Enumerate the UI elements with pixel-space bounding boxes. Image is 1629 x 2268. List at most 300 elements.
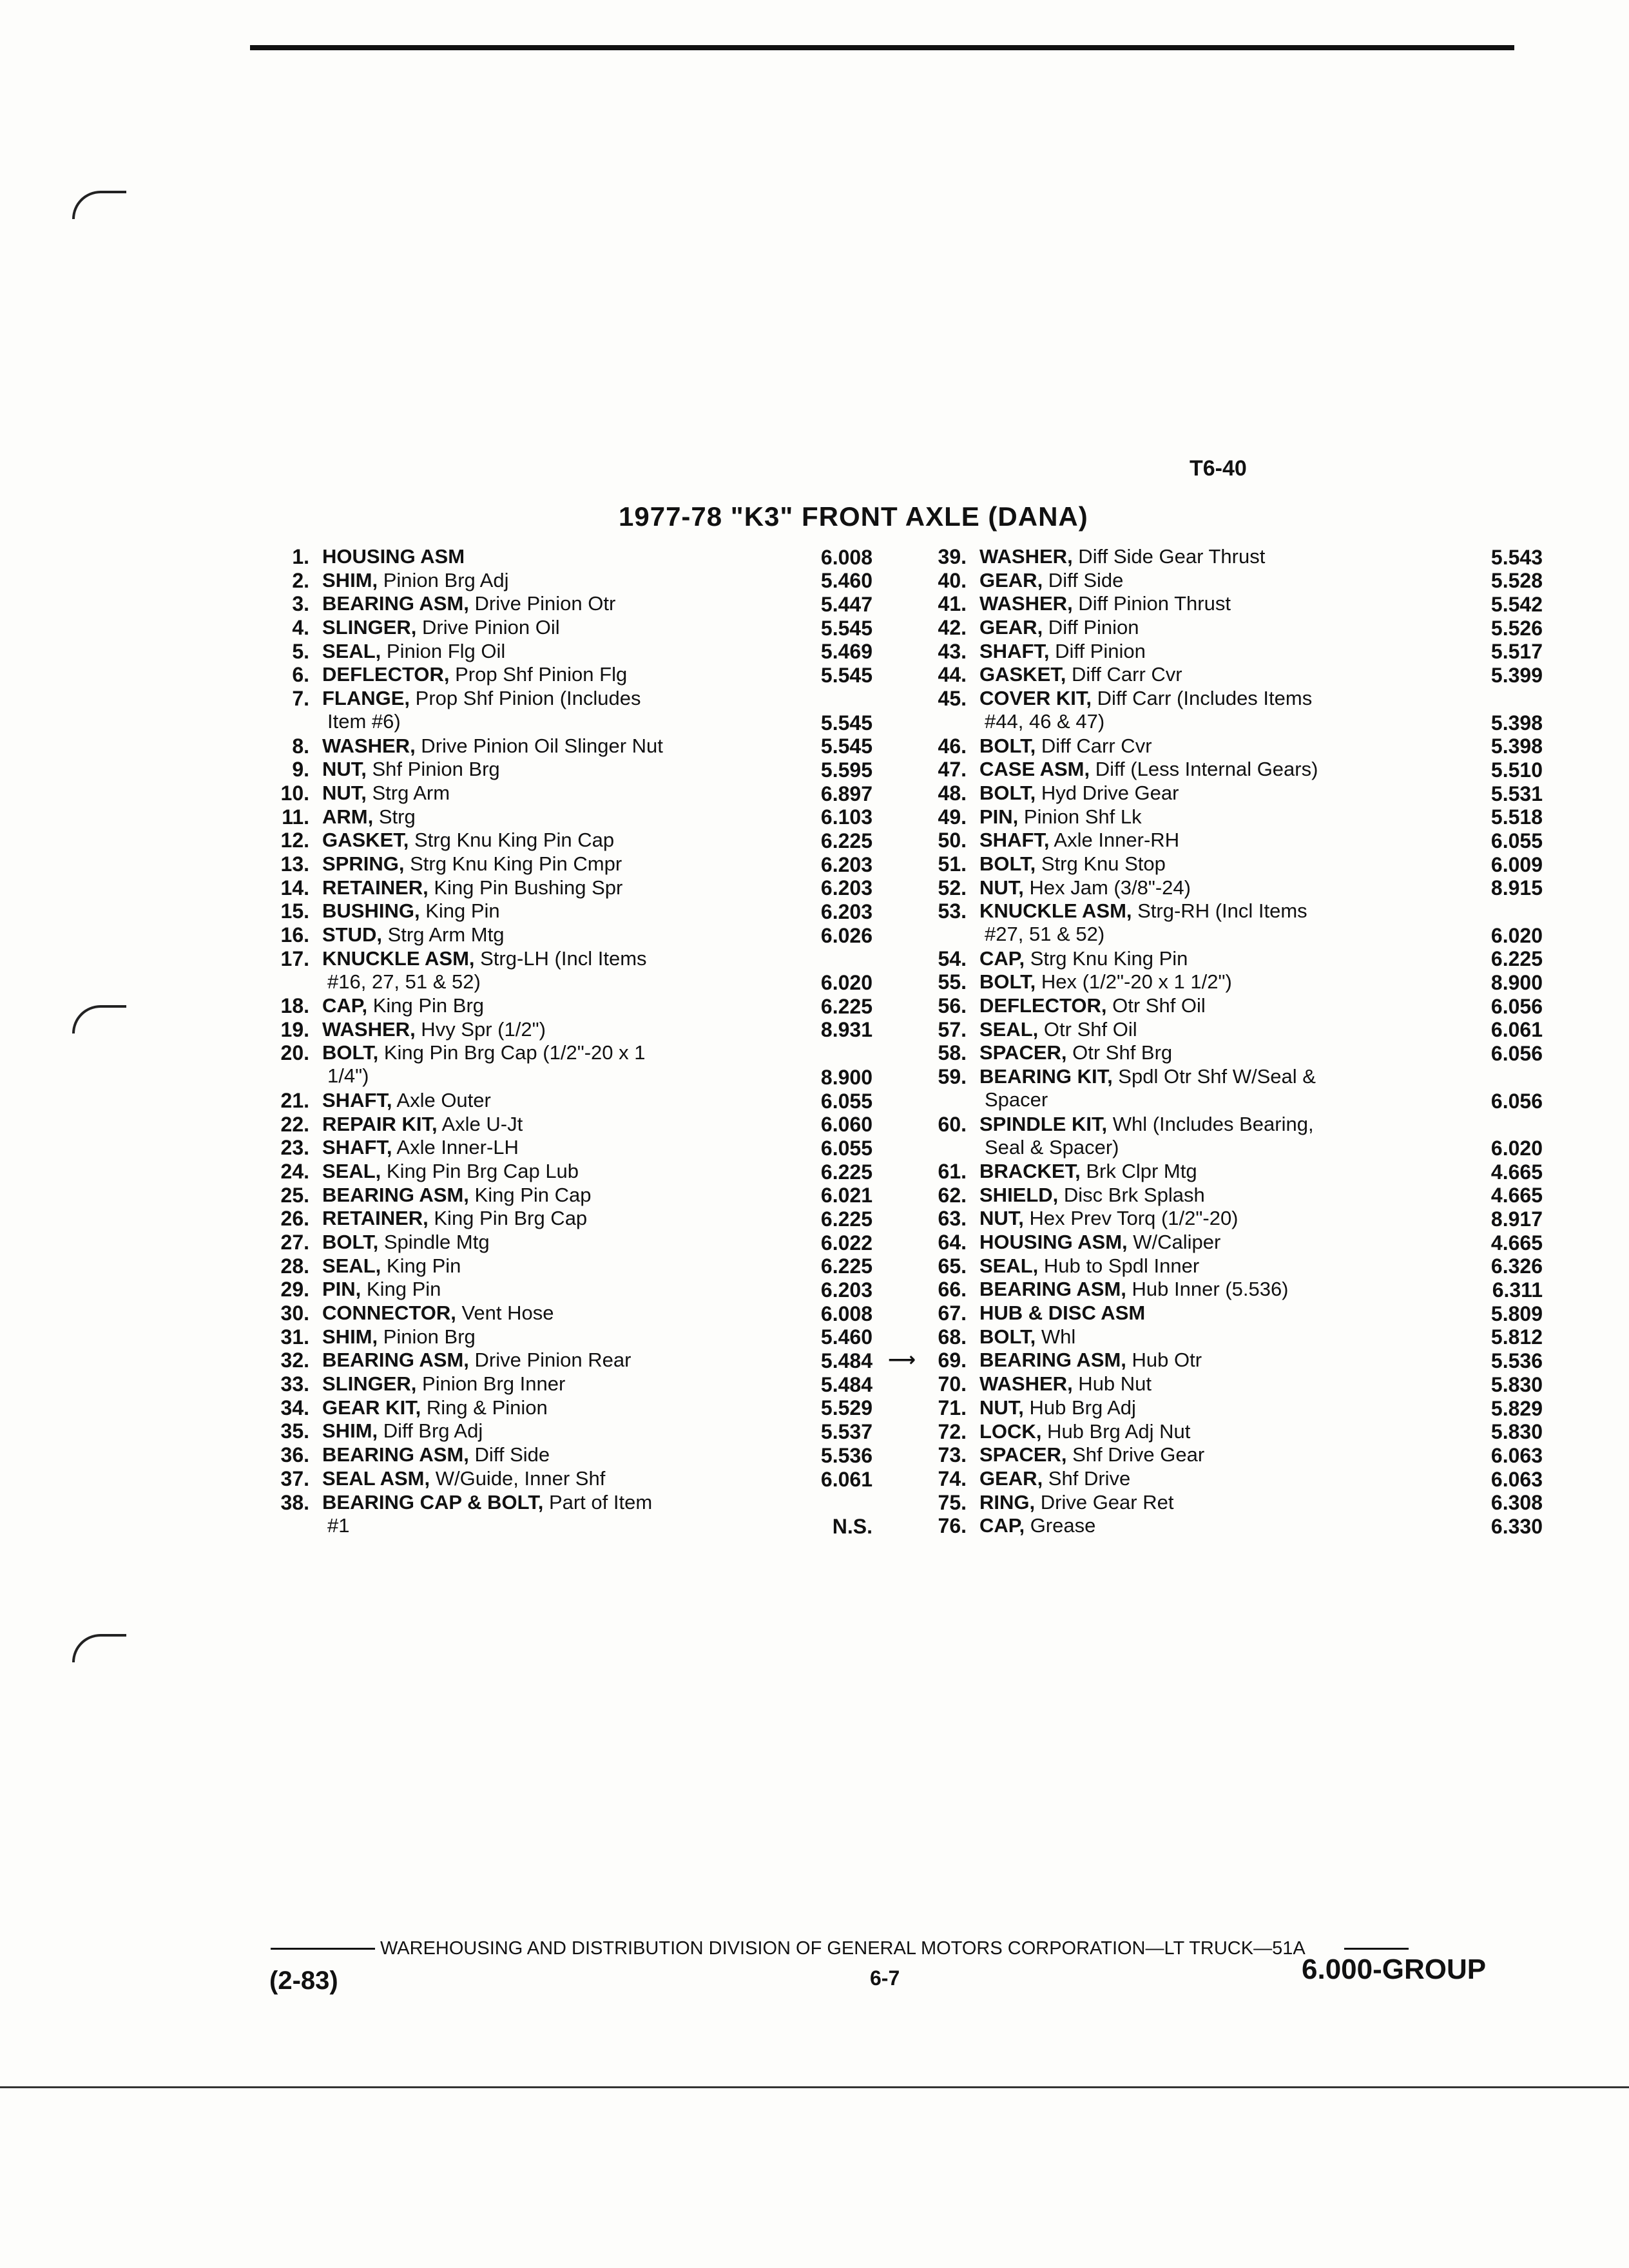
group-code: 5.536 xyxy=(1490,1349,1543,1373)
part-row xyxy=(251,1302,872,1325)
part-detail: King Pin Brg Cap Lub xyxy=(381,1159,579,1182)
part-description xyxy=(979,640,1431,663)
part-description xyxy=(979,663,1431,686)
part-name: SHIM, xyxy=(322,1419,378,1443)
part-name: WASHER, xyxy=(322,734,416,757)
group-code: 6.897 xyxy=(820,782,872,805)
part-detail: Brk Clpr Mtg xyxy=(1080,1159,1197,1182)
group-code: 5.484 xyxy=(820,1349,872,1373)
group-code: 5.595 xyxy=(820,758,872,782)
part-row xyxy=(251,899,872,923)
part-detail: Hub Nut xyxy=(1072,1372,1152,1396)
part-name: BEARING KIT, xyxy=(979,1065,1113,1088)
part-row xyxy=(909,1065,1543,1112)
part-name: BRACKET, xyxy=(979,1159,1081,1182)
part-name: DEFLECTOR, xyxy=(979,994,1107,1017)
part-detail: Hex Jam (3/8"-24) xyxy=(1023,876,1191,899)
part-detail: Prop Shf Pinion Flg xyxy=(449,663,628,686)
part-row xyxy=(251,1018,872,1042)
part-description xyxy=(979,1325,1431,1349)
group-code: 6.330 xyxy=(1490,1514,1543,1538)
group-code: 6.055 xyxy=(820,1089,872,1113)
part-detail: Shf Pinion Brg xyxy=(366,758,500,781)
group-code: 6.311 xyxy=(1492,1278,1543,1302)
group-code: 5.399 xyxy=(1490,664,1543,687)
part-description xyxy=(322,640,760,663)
part-detail: Hex (1/2"-20 x 1 1/2") xyxy=(1036,970,1232,994)
part-row xyxy=(909,663,1543,687)
part-detail: Shf Drive Gear xyxy=(1066,1443,1205,1466)
group-code: 5.830 xyxy=(1490,1372,1543,1396)
item-number: 63. xyxy=(938,1207,967,1231)
part-description xyxy=(322,923,760,947)
part-description xyxy=(322,1443,760,1466)
item-number: 57. xyxy=(938,1017,967,1041)
part-detail: King Pin xyxy=(361,1278,441,1301)
part-name: CONNECTOR, xyxy=(322,1302,456,1325)
part-description xyxy=(322,616,760,639)
part-name: BOLT, xyxy=(979,734,1036,757)
part-detail: Otr Shf Oil xyxy=(1106,994,1206,1017)
binder-hole-mark xyxy=(72,191,126,219)
part-detail: Pinion Brg Inner xyxy=(416,1372,566,1396)
part-row xyxy=(909,1420,1543,1444)
item-number: 12. xyxy=(280,829,309,852)
part-detail: King Pin xyxy=(381,1254,461,1277)
part-detail: Disc Brk Splash xyxy=(1058,1183,1205,1206)
footer-dash xyxy=(271,1948,375,1950)
group-code: 6.009 xyxy=(1490,852,1543,876)
part-row xyxy=(909,852,1543,876)
part-detail: Strg Arm xyxy=(366,781,450,804)
part-name: BUSHING, xyxy=(322,899,420,923)
part-detail: Drive Pinion Rear xyxy=(468,1349,631,1372)
part-name: BEARING ASM, xyxy=(322,1349,469,1372)
part-detail: Otr Shf Oil xyxy=(1038,1017,1137,1041)
part-description xyxy=(322,592,760,615)
binder-hole-mark xyxy=(72,1634,126,1662)
part-detail: Strg Knu King Pin Cap xyxy=(409,829,615,852)
part-row xyxy=(251,1467,872,1491)
footer-dash xyxy=(1344,1948,1409,1950)
group-code: 5.526 xyxy=(1490,616,1543,640)
item-number: 53. xyxy=(938,899,967,923)
group-code: 6.203 xyxy=(820,876,872,900)
part-row xyxy=(909,1278,1543,1302)
group-code: 5.460 xyxy=(820,1325,872,1349)
item-number: 54. xyxy=(938,947,967,970)
group-code: 6.203 xyxy=(820,852,872,876)
group-code: 5.545 xyxy=(820,664,872,687)
part-row xyxy=(251,1278,872,1302)
part-row xyxy=(251,1089,872,1113)
item-number: 41. xyxy=(938,592,967,616)
part-detail: Vent Hose xyxy=(456,1302,554,1325)
item-number: 28. xyxy=(280,1254,309,1278)
group-code: 6.061 xyxy=(1490,1018,1543,1042)
part-row xyxy=(909,1018,1543,1042)
part-row xyxy=(251,852,872,876)
part-name: BOLT, xyxy=(979,781,1036,804)
item-number: 36. xyxy=(280,1443,309,1467)
item-number: 58. xyxy=(938,1041,967,1065)
part-detail: W/Guide, Inner Shf xyxy=(430,1466,606,1490)
bottom-rule xyxy=(0,2086,1629,2088)
part-row xyxy=(909,1443,1543,1467)
part-description xyxy=(322,663,760,686)
part-detail: Pinion Brg xyxy=(378,1325,476,1348)
part-detail: Hvy Spr (1/2") xyxy=(415,1017,546,1041)
part-name: BOLT, xyxy=(979,852,1036,875)
part-row xyxy=(251,687,872,734)
part-row xyxy=(909,569,1543,593)
item-number: 70. xyxy=(938,1372,967,1396)
group-code: 6.225 xyxy=(1490,947,1543,971)
part-detail: Spdl Otr Shf W/Seal & xyxy=(1112,1065,1316,1088)
part-name: BEARING ASM, xyxy=(322,1183,469,1206)
item-number: 64. xyxy=(938,1231,967,1254)
part-name: NUT, xyxy=(979,1207,1024,1230)
item-number: 15. xyxy=(280,899,309,923)
item-number: 1. xyxy=(292,545,309,568)
part-name: SEAL, xyxy=(979,1254,1039,1277)
part-name: RETAINER, xyxy=(322,1207,429,1230)
part-description xyxy=(979,782,1431,805)
part-name: SEAL, xyxy=(979,1017,1039,1041)
part-description xyxy=(979,1372,1431,1396)
item-number: 69. xyxy=(938,1349,967,1372)
part-description xyxy=(979,1184,1431,1207)
item-number: 5. xyxy=(292,639,309,663)
group-code: 5.545 xyxy=(820,616,872,640)
group-code: 5.531 xyxy=(1490,782,1543,805)
item-number: 67. xyxy=(938,1302,967,1325)
part-detail: Ring & Pinion xyxy=(421,1396,548,1419)
part-name: CAP, xyxy=(979,1514,1025,1537)
part-description xyxy=(979,569,1431,592)
pointer-arrow-icon: ⟶ xyxy=(888,1349,916,1370)
group-code: 5.545 xyxy=(820,735,872,758)
part-description xyxy=(322,1372,760,1396)
item-number: 18. xyxy=(280,994,309,1018)
binder-hole-mark xyxy=(72,1005,126,1033)
part-detail: Axle Inner-RH xyxy=(1049,829,1180,852)
part-description xyxy=(322,1349,760,1372)
part-detail-cont: Seal & Spacer) xyxy=(985,1135,1119,1158)
part-description xyxy=(322,1041,760,1088)
part-name: BOLT, xyxy=(979,1325,1036,1348)
group-code: 5.484 xyxy=(820,1372,872,1396)
part-name: NUT, xyxy=(979,1396,1024,1419)
part-description xyxy=(322,782,760,805)
part-description xyxy=(979,616,1431,639)
part-row xyxy=(251,1491,872,1538)
part-detail: Pinion Brg Adj xyxy=(378,568,509,591)
part-row xyxy=(251,805,872,829)
part-description xyxy=(322,1491,760,1537)
part-row xyxy=(251,1325,872,1349)
part-name: SHIM, xyxy=(322,1325,378,1348)
part-description xyxy=(322,1207,760,1230)
part-row xyxy=(909,1302,1543,1325)
part-name: REPAIR KIT, xyxy=(322,1112,438,1135)
group-code: 6.008 xyxy=(820,545,872,569)
part-name: SEAL, xyxy=(322,639,381,662)
revision-date: (2-83) xyxy=(269,1966,338,1995)
part-description xyxy=(979,687,1431,733)
group-code: 6.308 xyxy=(1490,1491,1543,1515)
item-number: 20. xyxy=(280,1041,309,1065)
part-detail-cont: #1 xyxy=(327,1514,350,1537)
part-name: PIN, xyxy=(322,1278,361,1301)
part-row xyxy=(909,1325,1543,1349)
part-description xyxy=(979,852,1431,876)
part-detail: Shf Drive xyxy=(1043,1466,1131,1490)
part-description xyxy=(322,1419,760,1443)
part-detail: King Pin xyxy=(419,899,500,923)
part-name: SLINGER, xyxy=(322,616,417,639)
part-row xyxy=(251,1184,872,1207)
part-description xyxy=(322,1254,760,1278)
group-code: N.S. xyxy=(832,1514,872,1538)
part-row xyxy=(251,640,872,664)
part-row xyxy=(251,782,872,805)
item-number: 32. xyxy=(280,1349,309,1372)
part-row xyxy=(251,758,872,782)
group-code: 8.900 xyxy=(1490,971,1543,995)
part-name: SHIELD, xyxy=(979,1183,1059,1206)
part-detail: Hub Otr xyxy=(1126,1349,1202,1372)
item-number: 25. xyxy=(280,1183,309,1207)
part-description xyxy=(979,1113,1431,1159)
part-description xyxy=(322,1113,760,1136)
group-code: 6.103 xyxy=(820,805,872,829)
part-name: SEAL, xyxy=(322,1254,381,1277)
part-detail: Diff Pinion xyxy=(1049,639,1146,662)
part-name: COVER KIT, xyxy=(979,687,1092,710)
group-code: 5.469 xyxy=(820,640,872,664)
part-name: BEARING ASM, xyxy=(979,1278,1126,1301)
part-row xyxy=(909,1041,1543,1065)
item-number: 61. xyxy=(938,1159,967,1183)
part-description xyxy=(322,1231,760,1254)
part-description xyxy=(979,1491,1431,1514)
part-name: SPRING, xyxy=(322,852,405,875)
part-row xyxy=(909,805,1543,829)
group-code: 6.063 xyxy=(1490,1467,1543,1491)
item-number: 52. xyxy=(938,876,967,899)
footer-text: WAREHOUSING AND DISTRIBUTION DIVISION OF GENERAL MOTORS CORPORATION—LT TRUCK—51A xyxy=(380,1938,1306,1959)
part-row xyxy=(909,616,1543,640)
part-row xyxy=(251,876,872,900)
part-description xyxy=(322,1160,760,1183)
part-description xyxy=(979,1443,1431,1466)
part-name: SEAL ASM, xyxy=(322,1466,430,1490)
group-code: 5.518 xyxy=(1490,805,1543,829)
item-number: 43. xyxy=(938,639,967,663)
group-code: 5.812 xyxy=(1490,1325,1543,1349)
group-code: 6.026 xyxy=(820,923,872,947)
part-detail: Diff Carr (Includes Items xyxy=(1091,687,1313,710)
part-name: WASHER, xyxy=(322,1017,416,1041)
item-number: 30. xyxy=(280,1302,309,1325)
part-row xyxy=(909,640,1543,664)
item-number: 6. xyxy=(292,663,309,687)
part-detail: Strg-RH (Incl Items xyxy=(1132,899,1307,923)
part-row xyxy=(251,1207,872,1231)
item-number: 72. xyxy=(938,1419,967,1443)
group-code: 5.398 xyxy=(1490,711,1543,735)
part-row xyxy=(909,1207,1543,1231)
part-description xyxy=(979,970,1431,994)
part-name: BOLT, xyxy=(979,970,1036,994)
group-code: 5.542 xyxy=(1490,593,1543,617)
part-description xyxy=(322,947,760,994)
item-number: 47. xyxy=(938,758,967,782)
part-row xyxy=(909,994,1543,1018)
group-code: 6.060 xyxy=(820,1113,872,1137)
part-detail: Diff Side Gear Thrust xyxy=(1072,545,1266,568)
part-description xyxy=(979,876,1431,899)
part-name: HOUSING ASM xyxy=(322,545,465,568)
part-name: GEAR, xyxy=(979,616,1043,639)
part-description xyxy=(322,1325,760,1349)
part-name: NUT, xyxy=(979,876,1024,899)
part-name: LOCK, xyxy=(979,1419,1042,1443)
part-name: NUT, xyxy=(322,758,367,781)
part-name: KNUCKLE ASM, xyxy=(979,899,1132,923)
part-detail: Whl (Includes Bearing, xyxy=(1107,1112,1314,1135)
part-description xyxy=(322,1278,760,1301)
part-row xyxy=(251,1136,872,1160)
part-name: WASHER, xyxy=(979,1372,1073,1396)
part-detail-cont: 1/4") xyxy=(327,1064,369,1088)
part-row xyxy=(909,592,1543,616)
part-detail: King Pin Brg xyxy=(367,994,485,1017)
part-description xyxy=(979,1278,1431,1301)
item-number: 19. xyxy=(280,1017,309,1041)
part-detail: Diff Side xyxy=(468,1443,550,1466)
group-code: 6.225 xyxy=(820,1254,872,1278)
group-code: 6.056 xyxy=(1490,1089,1543,1113)
group-code: 6.056 xyxy=(1490,1042,1543,1066)
parts-list-left xyxy=(251,545,872,1538)
group-code: 4.665 xyxy=(1490,1231,1543,1254)
group-code: 6.055 xyxy=(820,1136,872,1160)
part-detail-cont: Spacer xyxy=(985,1088,1048,1111)
part-description xyxy=(979,1467,1431,1490)
part-row xyxy=(251,545,872,569)
part-row xyxy=(251,1231,872,1254)
part-detail: Drive Pinion Oil xyxy=(416,616,560,639)
part-name: SLINGER, xyxy=(322,1372,417,1396)
part-name: BEARING ASM, xyxy=(322,1443,469,1466)
group-code: 5.830 xyxy=(1490,1420,1543,1444)
part-name: SHAFT, xyxy=(979,639,1050,662)
group-code: 5.543 xyxy=(1490,545,1543,569)
item-number: 49. xyxy=(938,805,967,829)
part-name: SPINDLE KIT, xyxy=(979,1112,1108,1135)
item-number: 4. xyxy=(292,616,309,640)
part-description xyxy=(322,1136,760,1159)
part-row xyxy=(909,947,1543,971)
part-description xyxy=(979,1231,1431,1254)
item-number: 13. xyxy=(280,852,309,876)
part-name: CAP, xyxy=(322,994,368,1017)
part-row xyxy=(251,592,872,616)
group-code: 8.900 xyxy=(820,1065,872,1089)
part-detail: Drive Pinion Oil Slinger Nut xyxy=(415,734,663,757)
part-detail: Hub Brg Adj xyxy=(1023,1396,1136,1419)
part-name: SHAFT, xyxy=(322,1088,392,1111)
part-name: CASE ASM, xyxy=(979,758,1090,781)
part-name: BOLT, xyxy=(322,1041,379,1064)
part-row xyxy=(251,947,872,994)
part-name: GASKET, xyxy=(322,829,409,852)
part-detail: W/Caliper xyxy=(1127,1231,1221,1253)
group-code: 5.537 xyxy=(820,1420,872,1444)
item-number: 39. xyxy=(938,545,967,568)
part-description xyxy=(322,994,760,1017)
part-description xyxy=(979,1302,1431,1325)
item-number: 75. xyxy=(938,1490,967,1514)
item-number: 65. xyxy=(938,1254,967,1278)
part-detail: Hub to Spdl Inner xyxy=(1038,1254,1200,1277)
group-code: 5.545 xyxy=(820,711,872,735)
part-description xyxy=(322,829,760,852)
group-code: 6.020 xyxy=(820,971,872,995)
group-code: 5.528 xyxy=(1490,569,1543,593)
item-number: 31. xyxy=(280,1325,309,1349)
part-row xyxy=(909,545,1543,569)
part-detail: Part of Item xyxy=(543,1490,653,1514)
item-number: 55. xyxy=(938,970,967,994)
part-detail-cont: #27, 51 & 52) xyxy=(985,923,1105,946)
part-description xyxy=(322,1184,760,1207)
part-name: CAP, xyxy=(979,947,1025,970)
part-detail: Hex Prev Torq (1/2"-20) xyxy=(1023,1207,1239,1230)
item-number: 44. xyxy=(938,663,967,687)
page-number: 6-7 xyxy=(870,1966,900,1990)
part-detail: Diff Pinion Thrust xyxy=(1072,592,1231,615)
part-row xyxy=(251,1419,872,1443)
item-number: 62. xyxy=(938,1183,967,1207)
group-code: 6.225 xyxy=(820,1207,872,1231)
part-description xyxy=(979,592,1431,615)
part-description xyxy=(979,1420,1431,1443)
group-code: 5.517 xyxy=(1490,640,1543,664)
item-number: 66. xyxy=(938,1278,967,1302)
part-detail: Hyd Drive Gear xyxy=(1036,781,1179,804)
parts-list-right xyxy=(909,545,1543,1538)
part-description xyxy=(322,569,760,592)
part-description xyxy=(979,829,1431,852)
part-detail: Diff Pinion xyxy=(1043,616,1139,639)
group-code: 5.398 xyxy=(1490,735,1543,758)
part-name: SHIM, xyxy=(322,568,378,591)
item-number: 10. xyxy=(280,781,309,805)
item-number: 23. xyxy=(280,1136,309,1160)
part-detail-cont: Item #6) xyxy=(327,710,401,733)
item-number: 16. xyxy=(280,923,309,947)
part-row xyxy=(909,782,1543,805)
part-description xyxy=(979,805,1431,829)
group-code: 6.203 xyxy=(820,900,872,924)
part-row xyxy=(909,1231,1543,1254)
part-description xyxy=(979,899,1431,946)
part-detail: Spindle Mtg xyxy=(378,1230,490,1253)
item-number: 2. xyxy=(292,568,309,592)
